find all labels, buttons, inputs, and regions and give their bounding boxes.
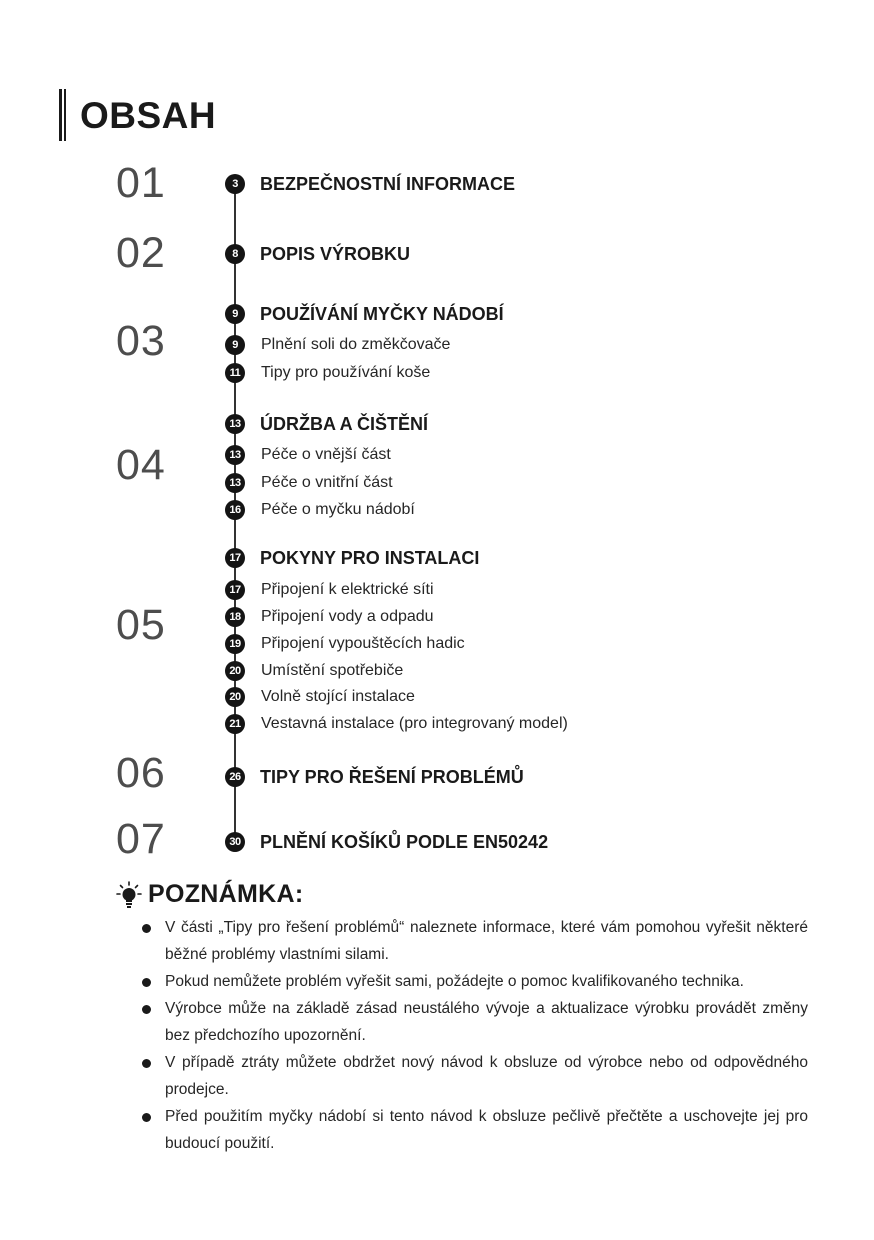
- toc-entry-label: Péče o vnější část: [261, 446, 391, 463]
- toc-entry-label: POUŽÍVÁNÍ MYČKY NÁDOBÍ: [260, 303, 504, 324]
- section-number: 02: [116, 229, 166, 277]
- bullet-icon: [142, 924, 151, 933]
- bullet-icon: [142, 978, 151, 987]
- section-number: 01: [116, 159, 166, 207]
- toc-entry[interactable]: [225, 578, 434, 602]
- toc-entry[interactable]: [225, 685, 415, 709]
- toc-entry-label: ÚDRŽBA A ČIŠTĚNÍ: [260, 413, 428, 434]
- bullet-icon: [142, 1005, 151, 1014]
- toc-entry[interactable]: [225, 412, 428, 436]
- toc-entry-label: Umístění spotřebiče: [261, 662, 404, 679]
- list-item: [140, 995, 808, 1049]
- page-badge: 30: [225, 832, 245, 852]
- toc-entry[interactable]: [225, 712, 568, 736]
- toc-entry[interactable]: [225, 172, 515, 196]
- page-badge: 21: [225, 714, 245, 734]
- toc-entry-label: Volně stojící instalace: [261, 688, 415, 705]
- toc-entry[interactable]: [225, 361, 430, 385]
- page-badge: 8: [225, 244, 245, 264]
- section-number: 06: [116, 749, 166, 797]
- toc-entry[interactable]: [225, 830, 548, 854]
- list-item: [140, 914, 808, 968]
- page-badge: 3: [225, 174, 245, 194]
- toc-entry[interactable]: [225, 302, 504, 326]
- note-header: [116, 880, 303, 909]
- toc-entry[interactable]: [225, 333, 450, 357]
- page-badge: 17: [225, 580, 245, 600]
- page-badge: 20: [225, 661, 245, 681]
- page-badge: 11: [225, 363, 245, 383]
- title-accent-bar: [59, 89, 66, 141]
- toc-entry-label: Připojení vody a odpadu: [261, 608, 434, 625]
- toc-entry-label: BEZPEČNOSTNÍ INFORMACE: [260, 173, 516, 194]
- toc-entry[interactable]: [225, 471, 393, 495]
- note-title: POZNÁMKA:: [148, 880, 304, 908]
- toc-entry-label: POKYNY PRO INSTALACI: [260, 547, 480, 568]
- toc-entry[interactable]: [225, 659, 403, 683]
- list-item: [140, 968, 808, 995]
- page-badge: 13: [225, 445, 245, 465]
- section-number: 05: [116, 601, 166, 649]
- toc-entry[interactable]: [225, 605, 434, 629]
- section-number: 03: [116, 317, 166, 365]
- page-badge: 9: [225, 335, 245, 355]
- section-number: 04: [116, 441, 166, 489]
- page-badge: 26: [225, 767, 245, 787]
- page-title: OBSAH: [80, 95, 217, 136]
- note-text: Výrobce může na základě zásad neustálého vývoje a aktualizace výrobku provádět změny bez předchozího upozornění.: [165, 1000, 808, 1044]
- page-badge: 13: [225, 473, 245, 493]
- toc-entry-label: TIPY PRO ŘEŠENÍ PROBLÉMŮ: [260, 766, 524, 787]
- list-item: [140, 1103, 808, 1157]
- page-badge: 18: [225, 607, 245, 627]
- toc-entry-label: Péče o myčku nádobí: [261, 501, 415, 518]
- toc-entry-label: Plnění soli do změkčovače: [261, 336, 451, 353]
- toc-entry[interactable]: [225, 443, 391, 467]
- page-badge: 20: [225, 687, 245, 707]
- toc-entry-label: Vestavná instalace (pro integrovaný model): [261, 715, 568, 732]
- note-text: Pokud nemůžete problém vyřešit sami, požádejte o pomoc kvalifikovaného technika.: [165, 973, 744, 990]
- toc-entry[interactable]: [225, 546, 479, 570]
- note-text: V případě ztráty můžete obdržet nový návod k obsluze od výrobce nebo od odpovědného prodejce.: [165, 1054, 808, 1098]
- toc-entry-label: Péče o vnitřní část: [261, 474, 393, 491]
- toc-entry[interactable]: [225, 498, 415, 522]
- page-badge: 9: [225, 304, 245, 324]
- toc-entry-label: Tipy pro používání koše: [261, 364, 431, 381]
- toc-entry-label: POPIS VÝROBKU: [260, 243, 411, 264]
- lightbulb-icon: [116, 881, 142, 909]
- note-text: V části „Tipy pro řešení problémů“ naleznete informace, které vám pomohou vyřešit některé běžné problémy vlastními silami.: [165, 919, 808, 963]
- note-list: [140, 914, 808, 1157]
- note-text: Před použitím myčky nádobí si tento návod k obsluze pečlivě přečtěte a uschovejte jej pro budoucí použití.: [165, 1108, 808, 1152]
- toc-entry[interactable]: [225, 632, 465, 656]
- page-badge: 17: [225, 548, 245, 568]
- toc-entry-label: Připojení vypouštěcích hadic: [261, 635, 465, 652]
- toc-entry-label: Připojení k elektrické síti: [261, 581, 434, 598]
- bullet-icon: [142, 1059, 151, 1068]
- toc-entry[interactable]: [225, 765, 524, 789]
- toc-entry-label: PLNĚNÍ KOŠÍKŮ PODLE EN50242: [260, 831, 549, 852]
- page-badge: 16: [225, 500, 245, 520]
- page-badge: 13: [225, 414, 245, 434]
- section-number: 07: [116, 815, 166, 863]
- list-item: [140, 1049, 808, 1103]
- bullet-icon: [142, 1113, 151, 1122]
- page-badge: 19: [225, 634, 245, 654]
- toc-entry[interactable]: [225, 242, 410, 266]
